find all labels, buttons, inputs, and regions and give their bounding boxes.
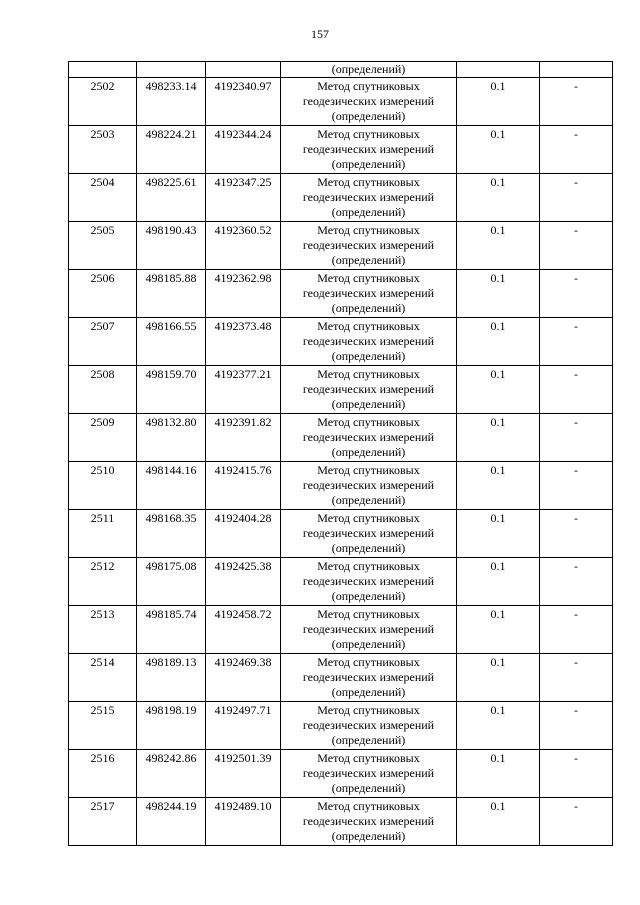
cell-accuracy: 0.1 <box>457 318 540 366</box>
method-line: геодезических измерений <box>302 622 435 636</box>
cell-method <box>281 126 457 174</box>
table-row-continuation <box>69 62 613 78</box>
method-line: Метод спутниковых <box>317 703 420 717</box>
cell-y: 4192347.25 <box>206 174 281 222</box>
cell-extra: - <box>540 462 613 510</box>
cell-extra: - <box>540 606 613 654</box>
method-line: (определений) <box>331 541 406 555</box>
cell-id: 2504 <box>69 174 137 222</box>
cell-x <box>137 62 206 78</box>
method-line: геодезических измерений <box>302 382 435 396</box>
method-line: геодезических измерений <box>302 478 435 492</box>
cell-accuracy: 0.1 <box>457 126 540 174</box>
cell-extra: - <box>540 366 613 414</box>
cell-method <box>281 750 457 798</box>
cell-y: 4192458.72 <box>206 606 281 654</box>
method-line: Метод спутниковых <box>317 319 420 333</box>
cell-method <box>281 414 457 462</box>
cell-extra: - <box>540 222 613 270</box>
cell-extra: - <box>540 174 613 222</box>
cell-id: 2511 <box>69 510 137 558</box>
method-line: геодезических измерений <box>302 334 435 348</box>
cell-x: 498144.16 <box>137 462 206 510</box>
table-row <box>69 510 613 558</box>
cell-accuracy: 0.1 <box>457 702 540 750</box>
method-line: Метод спутниковых <box>317 127 420 141</box>
cell-accuracy: 0.1 <box>457 654 540 702</box>
method-line: (определений) <box>331 589 406 603</box>
cell-method <box>281 78 457 126</box>
table-row <box>69 654 613 702</box>
table-row <box>69 798 613 846</box>
cell-method <box>281 654 457 702</box>
cell-extra: - <box>540 414 613 462</box>
cell-y: 4192497.71 <box>206 702 281 750</box>
cell-y: 4192469.38 <box>206 654 281 702</box>
method-line: (определений) <box>331 445 406 459</box>
cell-y: 4192377.21 <box>206 366 281 414</box>
method-line: (определений) <box>331 349 406 363</box>
cell-id: 2514 <box>69 654 137 702</box>
cell-id: 2513 <box>69 606 137 654</box>
cell-y: 4192415.76 <box>206 462 281 510</box>
cell-accuracy: 0.1 <box>457 462 540 510</box>
cell-method <box>281 558 457 606</box>
table-row <box>69 126 613 174</box>
cell-y: 4192489.10 <box>206 798 281 846</box>
cell-x: 498185.88 <box>137 270 206 318</box>
method-line: (определений) <box>331 733 406 747</box>
cell-accuracy: 0.1 <box>457 798 540 846</box>
cell-y: 4192391.82 <box>206 414 281 462</box>
method-line: (определений) <box>331 109 406 123</box>
cell-method <box>281 270 457 318</box>
method-line: геодезических измерений <box>302 766 435 780</box>
method-line: Метод спутниковых <box>317 463 420 477</box>
cell-method <box>281 510 457 558</box>
cell-accuracy: 0.1 <box>457 750 540 798</box>
cell-id: 2506 <box>69 270 137 318</box>
cell-y: 4192373.48 <box>206 318 281 366</box>
table-row <box>69 750 613 798</box>
cell-y: 4192362.98 <box>206 270 281 318</box>
cell-id: 2517 <box>69 798 137 846</box>
cell-y: 4192340.97 <box>206 78 281 126</box>
cell-y: 4192501.39 <box>206 750 281 798</box>
method-line: (определений) <box>331 685 406 699</box>
page-number: 157 <box>311 27 329 41</box>
cell-method <box>281 462 457 510</box>
cell-x: 498132.80 <box>137 414 206 462</box>
method-line: (определений) <box>331 253 406 267</box>
method-line: Метод спутниковых <box>317 415 420 429</box>
cell-method <box>281 318 457 366</box>
method-line: (определений) <box>331 157 406 171</box>
cell-y: 4192360.52 <box>206 222 281 270</box>
cell-extra: - <box>540 510 613 558</box>
cell-extra <box>540 62 613 78</box>
cell-x: 498224.21 <box>137 126 206 174</box>
cell-method: (определений) <box>281 62 457 78</box>
cell-x: 498168.35 <box>137 510 206 558</box>
method-line: геодезических измерений <box>302 670 435 684</box>
method-line: Метод спутниковых <box>317 271 420 285</box>
method-line: (определений) <box>331 205 406 219</box>
cell-accuracy: 0.1 <box>457 558 540 606</box>
method-line: Метод спутниковых <box>317 79 420 93</box>
table-row <box>69 414 613 462</box>
cell-y: 4192344.24 <box>206 126 281 174</box>
method-line: (определений) <box>331 637 406 651</box>
cell-x: 498185.74 <box>137 606 206 654</box>
cell-x: 498244.19 <box>137 798 206 846</box>
cell-x: 498175.08 <box>137 558 206 606</box>
method-line: геодезических измерений <box>302 94 435 108</box>
table-row <box>69 78 613 126</box>
cell-accuracy: 0.1 <box>457 78 540 126</box>
cell-x: 498190.43 <box>137 222 206 270</box>
cell-id: 2503 <box>69 126 137 174</box>
method-line: Метод спутниковых <box>317 751 420 765</box>
cell-extra: - <box>540 270 613 318</box>
method-line: геодезических измерений <box>302 718 435 732</box>
cell-id: 2510 <box>69 462 137 510</box>
cell-id: 2502 <box>69 78 137 126</box>
cell-accuracy: 0.1 <box>457 174 540 222</box>
table-body <box>69 62 613 846</box>
cell-method <box>281 174 457 222</box>
method-line: геодезических измерений <box>302 142 435 156</box>
cell-accuracy: 0.1 <box>457 606 540 654</box>
cell-id: 2507 <box>69 318 137 366</box>
table-row <box>69 318 613 366</box>
method-line: Метод спутниковых <box>317 799 420 813</box>
cell-id: 2509 <box>69 414 137 462</box>
cell-accuracy: 0.1 <box>457 414 540 462</box>
cell-accuracy: 0.1 <box>457 510 540 558</box>
table-row <box>69 174 613 222</box>
cell-extra: - <box>540 654 613 702</box>
cell-id: 2515 <box>69 702 137 750</box>
method-line: Метод спутниковых <box>317 367 420 381</box>
method-line: геодезических измерений <box>302 526 435 540</box>
table-row <box>69 606 613 654</box>
cell-extra: - <box>540 78 613 126</box>
table-row <box>69 702 613 750</box>
cell-x: 498225.61 <box>137 174 206 222</box>
table-row <box>69 222 613 270</box>
cell-x: 498242.86 <box>137 750 206 798</box>
cell-method <box>281 702 457 750</box>
method-line: геодезических измерений <box>302 286 435 300</box>
method-line: Метод спутниковых <box>317 607 420 621</box>
cell-accuracy: 0.1 <box>457 366 540 414</box>
table-row <box>69 462 613 510</box>
cell-id: 2516 <box>69 750 137 798</box>
table-row <box>69 366 613 414</box>
cell-accuracy: 0.1 <box>457 270 540 318</box>
method-line: геодезических измерений <box>302 814 435 828</box>
cell-extra: - <box>540 318 613 366</box>
method-line: геодезических измерений <box>302 430 435 444</box>
cell-method <box>281 366 457 414</box>
method-line: Метод спутниковых <box>317 559 420 573</box>
cell-method <box>281 222 457 270</box>
cell-extra: - <box>540 558 613 606</box>
method-line: (определений) <box>331 397 406 411</box>
method-line: (определений) <box>331 493 406 507</box>
method-line: (определений) <box>331 781 406 795</box>
cell-id: 2508 <box>69 366 137 414</box>
cell-method <box>281 606 457 654</box>
cell-extra: - <box>540 798 613 846</box>
cell-extra: - <box>540 702 613 750</box>
cell-extra: - <box>540 126 613 174</box>
cell-id: 2512 <box>69 558 137 606</box>
cell-x: 498166.55 <box>137 318 206 366</box>
method-line: геодезических измерений <box>302 238 435 252</box>
cell-extra: - <box>540 750 613 798</box>
cell-accuracy <box>457 62 540 78</box>
method-line: (определений) <box>331 301 406 315</box>
method-line: Метод спутниковых <box>317 511 420 525</box>
cell-x: 498189.13 <box>137 654 206 702</box>
method-line: геодезических измерений <box>302 574 435 588</box>
method-line: Метод спутниковых <box>317 223 420 237</box>
cell-x: 498233.14 <box>137 78 206 126</box>
cell-x: 498198.19 <box>137 702 206 750</box>
method-line: Метод спутниковых <box>317 175 420 189</box>
cell-y: 4192404.28 <box>206 510 281 558</box>
cell-x: 498159.70 <box>137 366 206 414</box>
cell-y <box>206 62 281 78</box>
cell-id <box>69 62 137 78</box>
cell-method <box>281 798 457 846</box>
table-row <box>69 270 613 318</box>
cell-id: 2505 <box>69 222 137 270</box>
method-line: Метод спутниковых <box>317 655 420 669</box>
coordinates-table <box>68 61 613 846</box>
cell-y: 4192425.38 <box>206 558 281 606</box>
cell-accuracy: 0.1 <box>457 222 540 270</box>
method-line: геодезических измерений <box>302 190 435 204</box>
table-row <box>69 558 613 606</box>
method-line: (определений) <box>331 829 406 843</box>
